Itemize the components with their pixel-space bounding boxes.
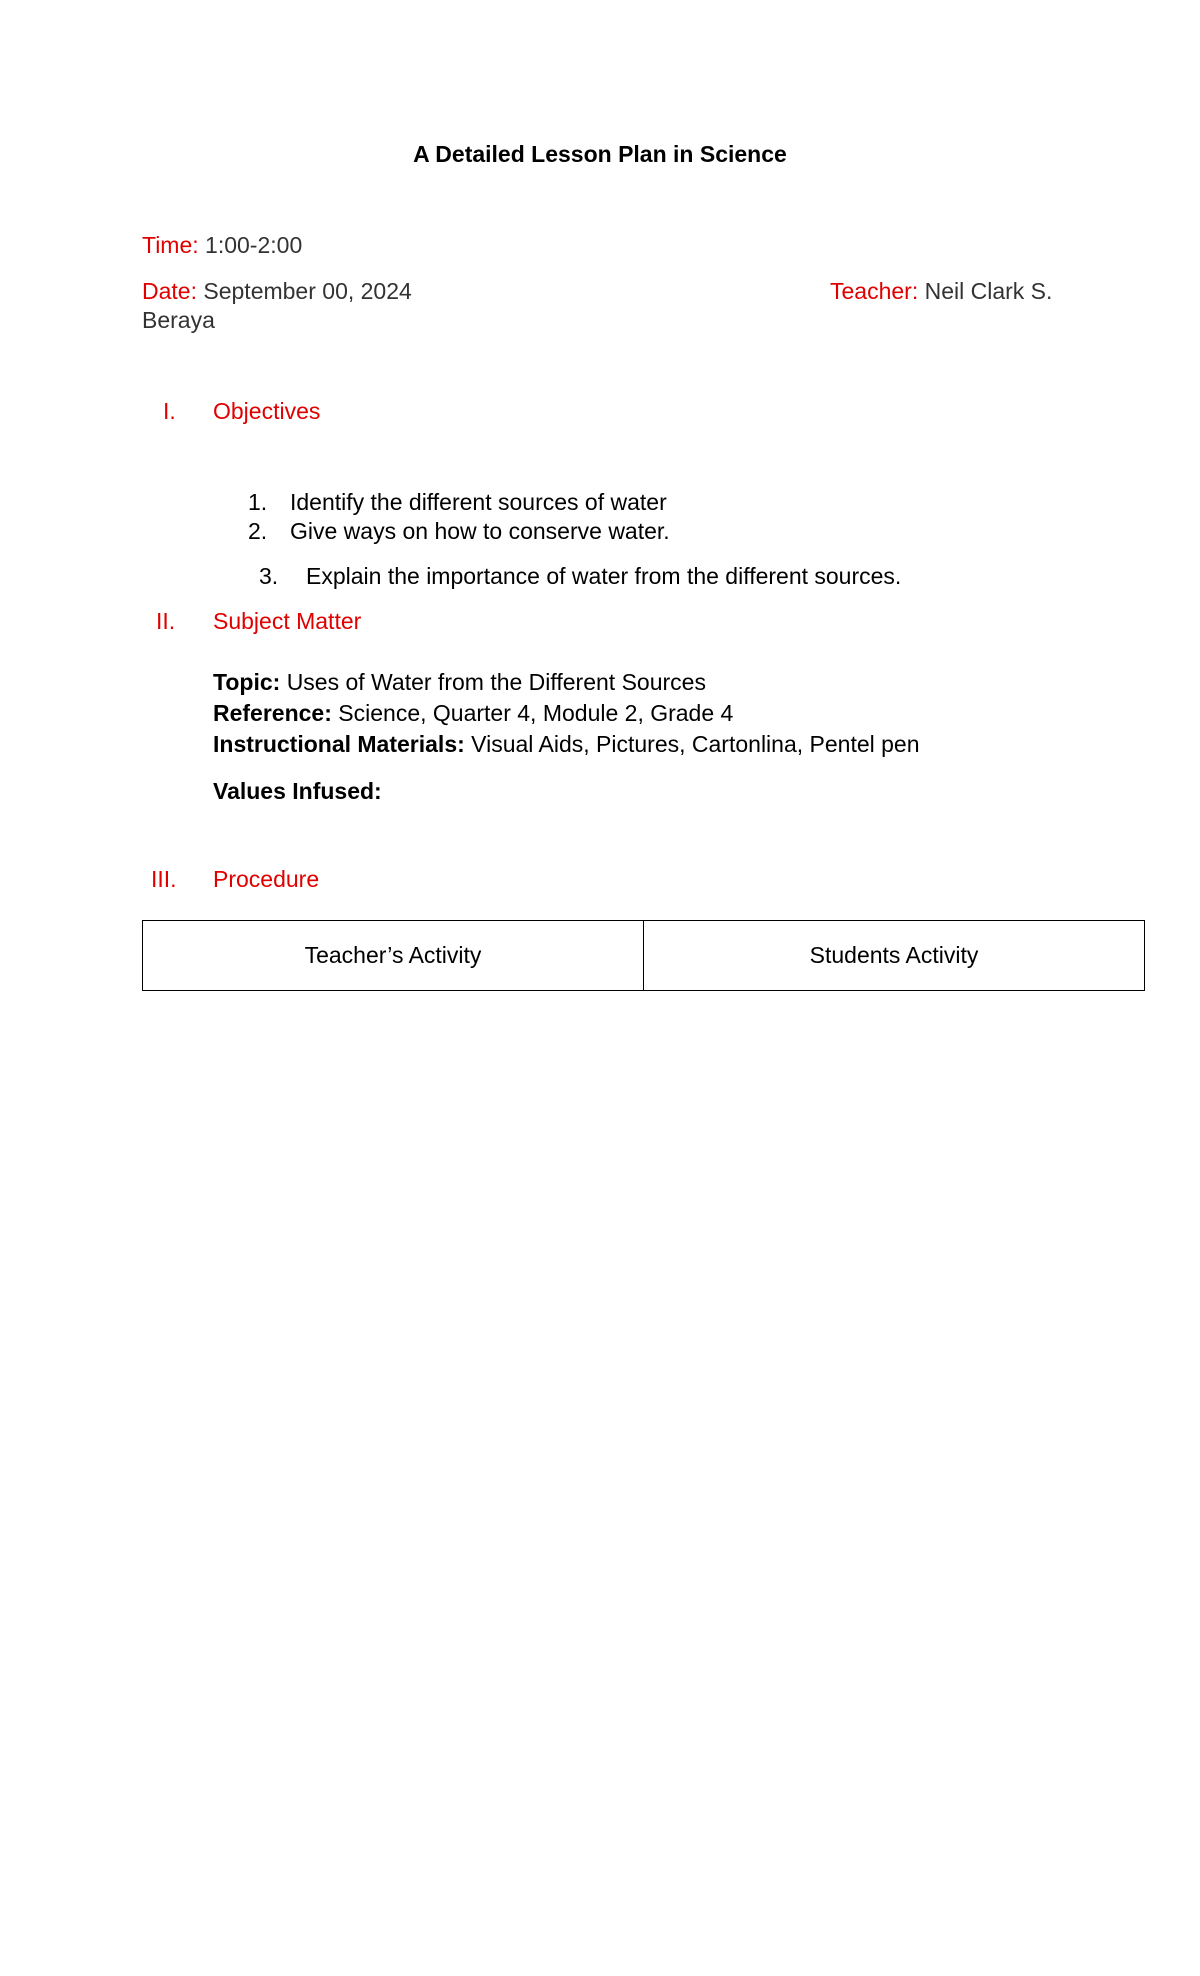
date-line [142,278,412,305]
objective-text: Explain the importance of water from the different sources. [306,563,902,589]
section-numeral-procedure: III. [151,866,177,892]
materials-label: Instructional Materials: [213,731,465,757]
objective-number: 3. [259,563,279,589]
section-heading-procedure: Procedure [213,866,320,892]
objective-number: 2. [248,518,268,544]
objective-text: Give ways on how to conserve water. [290,518,670,544]
reference-line [213,700,733,727]
objective-number: 1. [248,489,268,515]
date-value: September 00, 2024 [203,278,412,304]
topic-label: Topic: [213,669,281,695]
teacher-label: Teacher: [830,278,919,304]
teacher-value-continued: Beraya [142,307,215,333]
materials-value: Visual Aids, Pictures, Cartonlina, Pentel pen [471,731,920,757]
section-heading-objectives: Objectives [213,398,321,424]
time-line [142,232,302,259]
time-value: 1:00-2:00 [205,232,303,258]
time-label: Time: [142,232,199,258]
students-activity-header: Students Activity [644,921,1145,991]
procedure-table-header-row [143,921,1145,991]
materials-line [213,731,920,758]
values-infused-label: Values Infused: [213,778,382,804]
section-numeral-objectives: I. [163,398,176,424]
section-heading-subject-matter: Subject Matter [213,608,362,634]
topic-value: Uses of Water from the Different Sources [286,669,706,695]
section-numeral-subject-matter: II. [156,608,176,634]
objective-text: Identify the different sources of water [290,489,667,515]
teacher-line [830,278,1052,305]
teacher-value: Neil Clark S. [924,278,1053,304]
reference-value: Science, Quarter 4, Module 2, Grade 4 [338,700,734,726]
reference-label: Reference: [213,700,332,726]
procedure-table [142,920,1145,991]
topic-line [213,669,706,696]
teacher-activity-header: Teacher’s Activity [143,921,644,991]
date-label: Date: [142,278,197,304]
document-title: A Detailed Lesson Plan in Science [413,141,787,167]
